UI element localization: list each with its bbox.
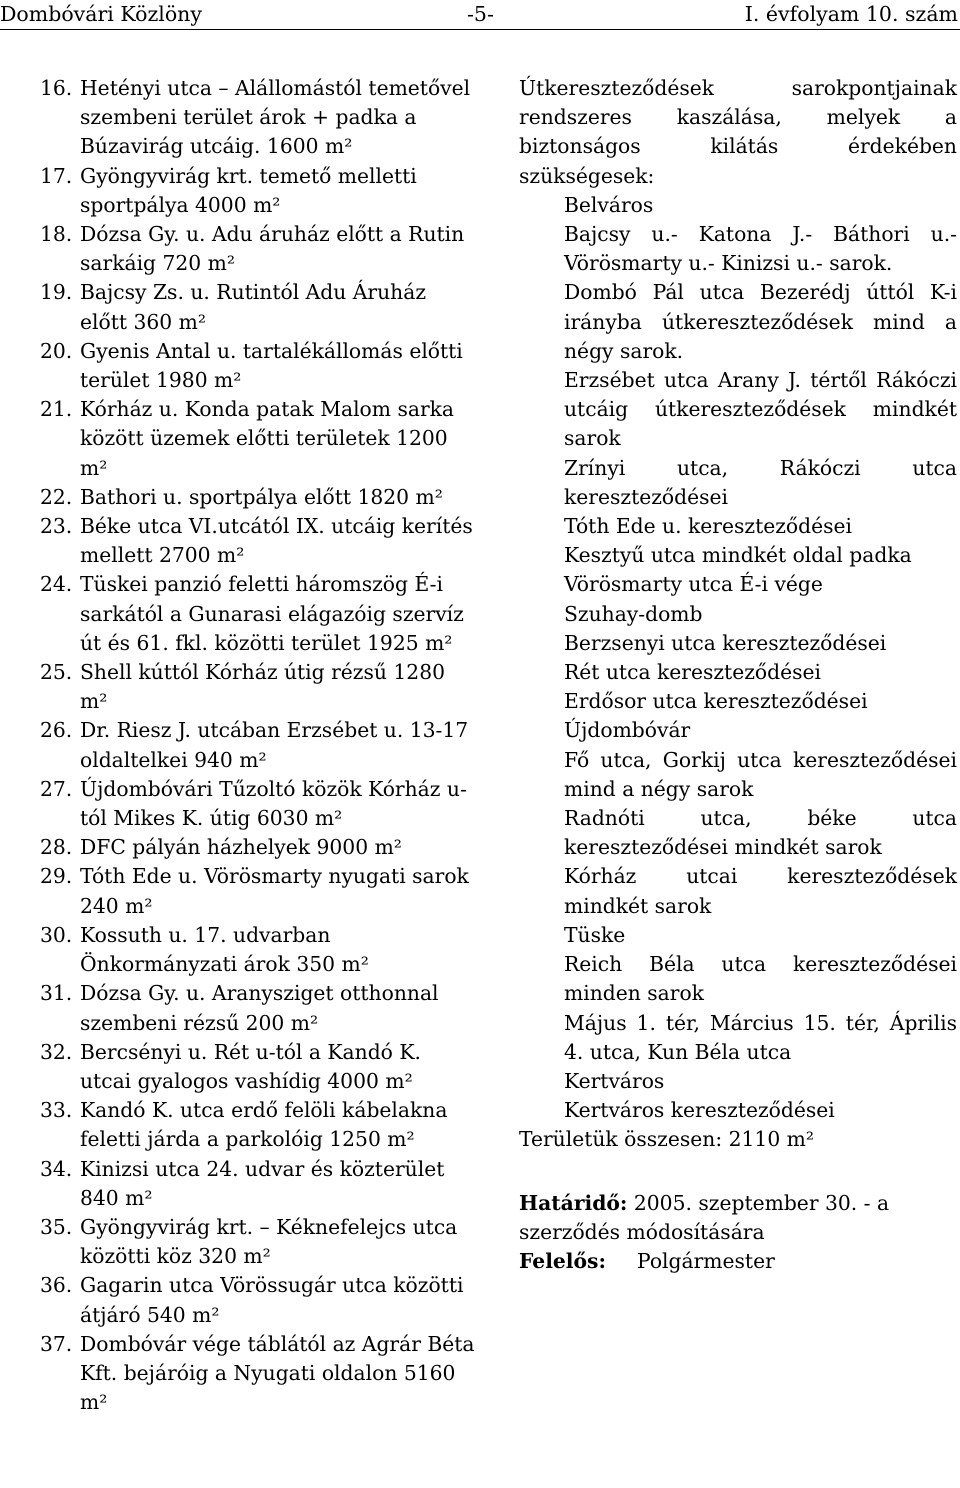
total-area: Területük összesen: 2110 m²: [519, 1127, 815, 1152]
responsible-line: [519, 1247, 957, 1276]
list-item: [40, 1096, 480, 1154]
list-item: [40, 862, 480, 920]
list-item: [40, 74, 480, 162]
left-column-list: [40, 74, 480, 1417]
item-text: Béke utca VI.utcától IX. utcáig kerítés mellett 2700 m²: [80, 514, 473, 568]
district-item: Kesztyű utca mindkét oldal padka: [564, 543, 912, 568]
district-item: Kórház utcai kereszteződések mindkét sarok: [564, 864, 957, 918]
item-number: 29.: [40, 864, 73, 889]
list-item: [40, 921, 480, 979]
responsible-label: Felelős:: [519, 1248, 606, 1273]
item-text: Gyenis Antal u. tartalékállomás előtti terület 1980 m²: [80, 338, 463, 393]
district-name: Belváros: [564, 192, 654, 217]
item-number: 16.: [40, 76, 73, 100]
deadline-label: Határidő:: [519, 1190, 628, 1215]
page-number: -5-: [467, 2, 494, 26]
item-number: 21.: [40, 397, 73, 422]
item-text: Kossuth u. 17. udvarban Önkormányzati árok 350 m²: [80, 922, 369, 977]
publication-title: Dombóvári Közlöny: [0, 2, 202, 26]
item-text: Bathori u. sportpálya előtt 1820 m²: [80, 484, 443, 509]
list-item: [40, 570, 480, 658]
item-number: 28.: [40, 835, 73, 860]
list-item: [40, 220, 480, 278]
deadline-text: 2005. szeptember 30. - a szerződés módosítására: [519, 1190, 890, 1244]
district-item: Kertváros kereszteződései: [564, 1098, 835, 1123]
list-item: [40, 1271, 480, 1329]
list-item: [40, 512, 480, 570]
responsible-text: Polgármester: [637, 1248, 775, 1273]
district-name: Szuhay-domb: [564, 601, 703, 626]
item-number: 34.: [40, 1156, 73, 1181]
right-column: [519, 74, 957, 1276]
district-item: Dombó Pál utca Bezerédj úttól K-i irányba útkereszteződések mind a négy sarok.: [564, 280, 957, 363]
list-item: [40, 658, 480, 716]
item-number: 26.: [40, 718, 73, 743]
district-list: [564, 191, 957, 1126]
item-number: 24.: [40, 572, 73, 597]
district-item: Reich Béla utca kereszteződései minden sarok: [564, 952, 957, 1006]
list-item: [40, 775, 480, 833]
district-item: Erdősor utca kereszteződései: [564, 689, 868, 714]
deadline-block: [519, 1189, 957, 1277]
district-name: Tüske: [564, 922, 626, 947]
item-text: Dózsa Gy. u. Adu áruház előtt a Rutin sarkáig 720 m²: [80, 222, 465, 276]
item-text: Kórház u. Konda patak Malom sarka között üzemek előtti területek 1200 m²: [80, 397, 455, 480]
district-item: Vörösmarty utca É-i vége: [564, 572, 823, 597]
item-text: Kandó K. utca erdő felöli kábelakna feletti járda a parkolóig 1250 m²: [80, 1098, 448, 1152]
item-number: 36.: [40, 1273, 73, 1298]
district-name: Újdombóvár: [564, 718, 691, 743]
district-item: Erzsébet utca Arany J. tértől Rákóczi utcáig útkereszteződések mindkét sarok: [564, 368, 957, 451]
intro-paragraph: Útkereszteződések sarokpontjainak rendszeres kaszálása, melyek a biztonságos kilátás érdekében szükségesek:: [519, 76, 957, 188]
item-text: Shell kúttól Kórház útig rézsű 1280 m²: [80, 660, 446, 714]
district-item: Tóth Ede u. kereszteződései: [564, 514, 853, 539]
district-name: Kertváros: [564, 1068, 665, 1093]
list-item: [40, 1155, 480, 1213]
list-item: [40, 278, 480, 336]
district-item: Rét utca kereszteződései: [564, 660, 821, 685]
issue-info: I. évfolyam 10. szám: [744, 2, 958, 26]
district-item: Fő utca, Gorkij utca kereszteződései mind a négy sarok: [564, 747, 957, 801]
item-number: 17.: [40, 163, 73, 188]
item-number: 37.: [40, 1331, 73, 1356]
district-item: Május 1. tér, Március 15. tér, Április 4. utca, Kun Béla utca: [564, 1010, 957, 1064]
item-number: 32.: [40, 1039, 73, 1064]
item-number: 30.: [40, 922, 73, 947]
list-item: [40, 395, 480, 483]
item-text: Gyöngyvirág krt. temető melletti sportpálya 4000 m²: [80, 163, 417, 217]
item-text: Kinizsi utca 24. udvar és közterület 840 m²: [80, 1156, 445, 1210]
list-item: [40, 483, 480, 512]
item-number: 35.: [40, 1214, 73, 1239]
list-item: [40, 162, 480, 220]
item-number: 33.: [40, 1098, 73, 1123]
item-number: 19.: [40, 280, 73, 305]
item-text: Hetényi utca – Alállomástól temetővel szembeni terület árok + padka a Búzavirág utcáig. 1600 m²: [80, 76, 471, 159]
item-number: 20.: [40, 338, 73, 363]
list-item: [40, 1038, 480, 1096]
district-item: Berzsenyi utca kereszteződései: [564, 630, 887, 655]
district-item: Zrínyi utca, Rákóczi utca kereszteződései: [564, 455, 957, 509]
list-item: [40, 1213, 480, 1271]
item-text: Tóth Ede u. Vörösmarty nyugati sarok 240 m²: [80, 864, 469, 918]
list-item: [40, 1330, 480, 1418]
item-text: Dózsa Gy. u. Aranysziget otthonnal szembeni rézsű 200 m²: [80, 981, 439, 1035]
item-number: 27.: [40, 776, 73, 801]
district-item: Bajcsy u.- Katona J.- Báthori u.- Vörösmarty u.- Kinizsi u.- sarok.: [564, 222, 957, 276]
item-text: Gyöngyvirág krt. – Kéknefelejcs utca közötti köz 320 m²: [80, 1214, 458, 1269]
item-number: 25.: [40, 660, 73, 685]
list-item: [40, 833, 480, 862]
item-text: Dombóvár vége táblától az Agrár Béta Kft. bejáróig a Nyugati oldalon 5160 m²: [80, 1331, 475, 1415]
item-text: Újdombóvári Tűzoltó közök Kórház u-tól Mikes K. útig 6030 m²: [80, 776, 467, 831]
item-text: Tüskei panzió feletti háromszög É-i sarkától a Gunarasi elágazóig szervíz út és 61. fkl. közötti terület 1925 m²: [80, 572, 464, 655]
item-number: 23.: [40, 514, 73, 539]
item-text: Bercsényi u. Rét u-tól a Kandó K. utcai gyalogos vashídig 4000 m²: [80, 1039, 421, 1093]
item-number: 18.: [40, 222, 73, 247]
district-item: Radnóti utca, béke utca kereszteződései mindkét sarok: [564, 806, 957, 860]
page-header: [0, 0, 960, 30]
deadline-line: [519, 1189, 957, 1247]
item-text: Dr. Riesz J. utcában Erzsébet u. 13-17 oldaltelkei 940 m²: [80, 718, 469, 772]
list-item: [40, 979, 480, 1037]
item-text: Gagarin utca Vörössugár utca közötti átjáró 540 m²: [80, 1273, 464, 1327]
list-item: [40, 337, 480, 395]
item-text: DFC pályán házhelyek 9000 m²: [80, 835, 402, 860]
list-item: [40, 716, 480, 774]
item-number: 31.: [40, 981, 73, 1006]
item-number: 22.: [40, 484, 73, 509]
item-text: Bajcsy Zs. u. Rutintól Adu Áruház előtt 360 m²: [80, 280, 427, 334]
